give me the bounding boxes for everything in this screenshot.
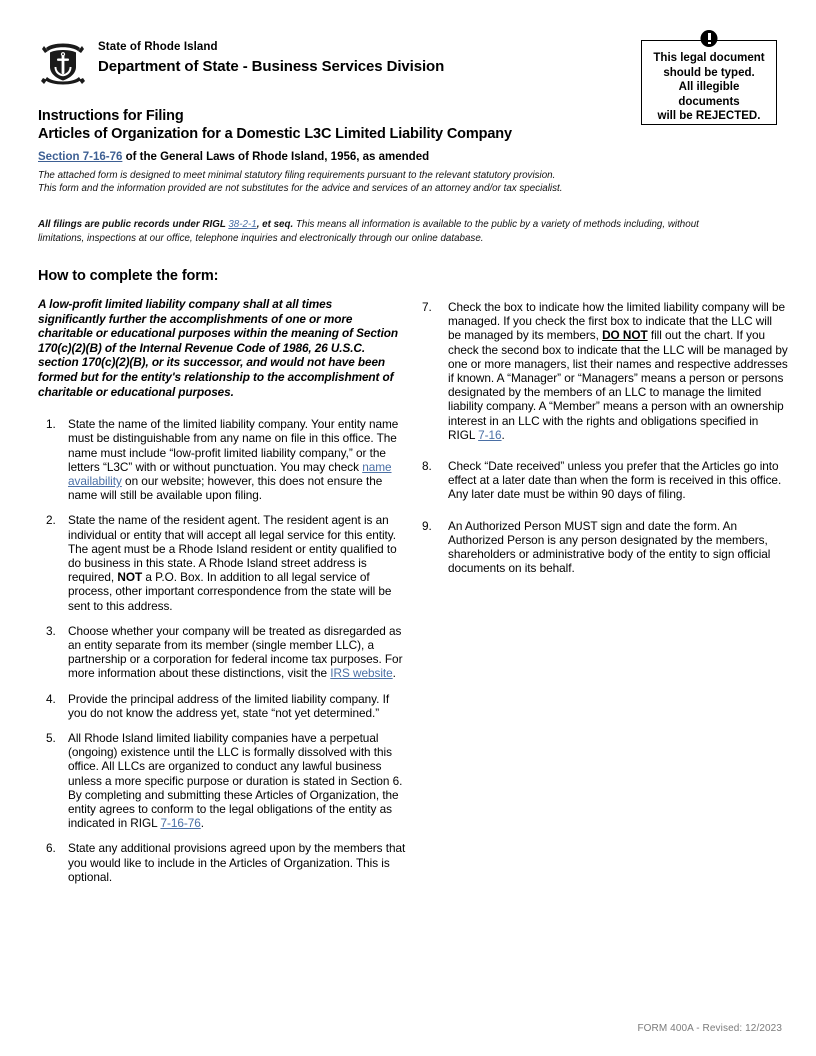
item-text: Choose whether your company will be treated as disregarded as an entity separate from its member (single member LLC), a partnership or a corporation for federal income tax purposes. For more information about these distinctions, visit the [68, 623, 403, 681]
item-emphasis-do-not: DO NOT [602, 328, 648, 343]
list-item [38, 692, 410, 720]
public-records-bold-prefix: All filings are public records under RIGL [38, 219, 229, 230]
section-heading-how-to: How to complete the form: [38, 268, 219, 284]
item-number: 6. [46, 841, 56, 856]
disclaimer-text [38, 169, 738, 195]
item-number: 9. [422, 518, 432, 533]
item-text-cont: . [200, 816, 204, 831]
item-text: Provide the principal address of the limited liability company. If you do not know the address yet, state “not yet determined.” [68, 691, 390, 720]
item-text: State the name of the resident agent. The resident agent is an individual or entity that will accept all legal service for this entity. The agent must be a Rhode Island resident or entity qualified to do business in this state. A Rhode Island street address is required, [68, 513, 397, 585]
instructions-column-right [418, 300, 788, 592]
instructions-column-left [38, 297, 410, 895]
rigl-7-16-76-link[interactable]: 7-16-76 [160, 816, 201, 831]
item-number: 4. [46, 691, 56, 706]
list-item [38, 841, 410, 884]
disclaimer-line-1: The attached form is designed to meet minimal statutory filing requirements pursuant to the relevant statutory provision. [38, 170, 556, 181]
item-number: 3. [46, 623, 56, 638]
exclamation-circle-icon [701, 30, 718, 47]
list-item [38, 513, 410, 612]
item-number: 7. [422, 300, 432, 314]
item-number: 2. [46, 513, 56, 528]
document-header [38, 38, 444, 87]
instruction-list-right [418, 300, 788, 575]
irs-website-link[interactable]: IRS website [330, 666, 393, 681]
page-title [38, 107, 598, 143]
list-item [38, 731, 410, 830]
item-text: Check the box to indicate how the limited liability company will be managed. If you check the first box to indicate that the LLC will be managed by its members, [448, 300, 785, 343]
item-emphasis-not: NOT [117, 570, 143, 585]
item-text-cont: on our website; however, this does not ensure the name will still be available upon filing. [68, 473, 383, 503]
item-text: State the name of the limited liability company. Your entity name must be distinguishable from any name on file in this office. The name must include “low-profit limited liability company,” or the letters “L3C” with or without punctuation. You may check [68, 417, 399, 474]
item-text: All Rhode Island limited liability companies have a perpetual (ongoing) existence until the LLC is formally dissolved with this office. All LLCs are organized to conduct any lawful business unless a more specific purpose or duration is stated in Section 6. By completing and submitting these Articles of Organization, the entity agrees to conform to the legal obligations of the entity as indicated in RIGL [68, 731, 403, 831]
item-number: 1. [46, 417, 56, 432]
rigl-7-16-link[interactable]: 7-16 [478, 427, 502, 442]
item-text-cont: . [392, 666, 396, 681]
list-item [418, 459, 788, 502]
public-records-bold-suffix: , et seq. [256, 219, 294, 230]
list-item [38, 624, 410, 681]
rigl-38-2-1-link[interactable]: 38-2-1 [228, 219, 257, 230]
statute-link[interactable]: Section 7-16-76 [38, 151, 123, 163]
instruction-list-left [38, 417, 410, 884]
list-item [38, 417, 410, 502]
item-text: Check “Date received” unless you prefer that the Articles go into effect at a later date than when the form is received in this office. Any later date must be within 90 days of filing. [448, 459, 782, 502]
notice-line: This legal document [653, 52, 765, 64]
title-line-1: Instructions for Filing [38, 108, 184, 124]
item-number: 8. [422, 459, 432, 474]
disclaimer-line-2: This form and the information provided are not substitutes for the advice and services of an attorney and/or tax specialist. [38, 183, 563, 194]
rhode-island-state-seal-icon [38, 39, 88, 87]
statute-rest: of the General Laws of Rhode Island, 1956, as amended [122, 151, 430, 163]
item-text: An Authorized Person MUST sign and date the form. An Authorized Person is any person designated by the members, shareholders or administrative body of the entity to sign official documents on its behalf. [448, 518, 771, 576]
title-line-2: Articles of Organization for a Domestic L3C Limited Liability Company [38, 126, 512, 142]
intro-paragraph: A low-profit limited liability company shall at all times significantly further the accomplishments of one or more charitable or educational purposes within the meaning of Section 170(c)(2)(B) of the Internal Revenue Code of 1986, 26 U.S.C. section 170(c)(2)(B), or its successor, and would not have been formed but for the entity's relationship to the accomplishment of charitable or educational purposes. [38, 297, 399, 399]
name-availability-link[interactable]: name availability [68, 459, 392, 488]
list-item [418, 300, 788, 442]
statute-reference [38, 150, 429, 165]
item-text: State any additional provisions agreed upon by the members that you would like to include in the Articles of Organization. This is optional. [68, 841, 406, 884]
department-name: Department of State - Business Services Division [98, 58, 445, 75]
state-name: State of Rhode Island [98, 41, 218, 53]
item-text-end: . [501, 427, 505, 442]
public-records-rest: This means all information is available to the public by a variety of methods including, without limitations, inspections at our office, telephone inquiries and electronically through our online database. [38, 219, 699, 244]
item-number: 5. [46, 731, 56, 746]
notice-line: All illegible [678, 81, 740, 93]
public-records-notice [38, 218, 738, 245]
notice-line: should be typed. [663, 66, 755, 79]
list-item [418, 519, 788, 576]
item-text-cont: a P.O. Box. In addition to all legal service of process, other important correspondence from the state will be sent to this address. [68, 570, 392, 613]
notice-line: documents [678, 95, 740, 108]
item-text-cont: fill out the chart. If you check the second box to indicate that the LLC will be managed by one or more managers, list their names and respective addresses if known. A “Manager” or “Managers” means a person or persons designated by the members of an LLC to manage the limited liability company. A “Member” means a person with an ownership interest in an LLC with the rights and obligations specified in RIGL [448, 328, 788, 442]
form-footer: FORM 400A - Revised: 12/2023 [637, 1023, 782, 1034]
notice-line: will be REJECTED. [657, 110, 761, 122]
legal-notice-box [641, 40, 777, 125]
